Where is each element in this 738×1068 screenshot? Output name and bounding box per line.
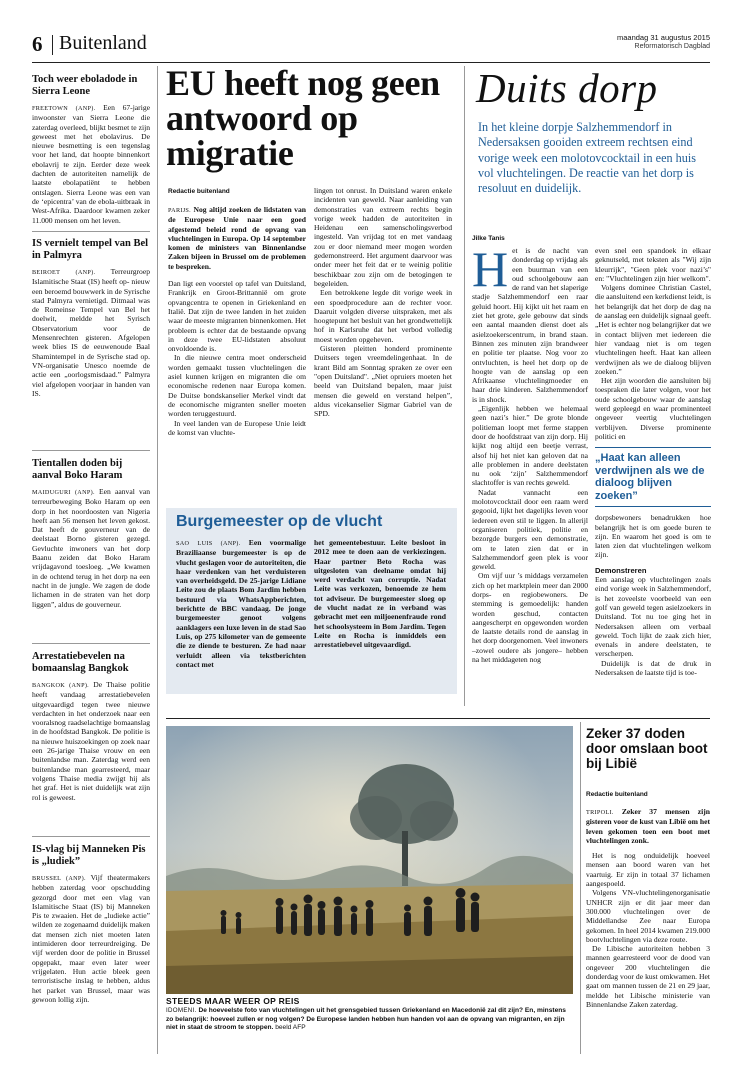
refugees-photo-illustration — [166, 726, 573, 994]
refugees-photo — [166, 726, 573, 994]
duits-dorp-paragraph: „Eigenlijk hebben we helemaal geen nazi’s hier.” De grote blonde politieman loopt met ferme stappen door de hoofdstraat van zijn dorp. Hij kijkt nog altijd een beetje verrast, alsof hij het niet kan geloven dat na alle problemen in andere deelstaten nu ook ‘zijn’ Salzhemmendorf slachtoffer is van rechts geweld. — [472, 404, 588, 488]
brief-headline: IS vernielt tempel van Bel in Palmyra — [32, 238, 149, 261]
libie-headline: Zeker 37 doden door omslaan boot bij Libië — [586, 726, 708, 771]
brief-divider — [32, 450, 150, 451]
duits-dorp-subhead: Demonstreren — [595, 565, 647, 575]
main-paragraph: In die nieuwe centra moet onderscheid worden gemaakt tussen vluchtelingen die asiel kunnen krijgen en migranten die om economische redenen naar Europa komen. De Duitse bondskanselier Merkel vindt dat de economische migranten sneller moeten worden teruggestuurd. — [168, 353, 306, 419]
duits-dorp-paragraph: Nadat vannacht een molotovcocktail door een raam werd gegooid, lijkt het dagelijks leven voor iedereen even stil te liggen. In allerijl organiseren politiek, politie en bezorgde burgers een demonstratie, om te laten zien dat er in Salzhemmendorf geen plek is voor geweld. — [472, 487, 588, 572]
pull-quote-text: „Haat kan alleen verdwijnen als we de dialoog blijven zoeken” — [595, 452, 705, 502]
column-divider — [580, 722, 581, 1054]
pull-quote — [595, 447, 711, 507]
brief-palmyra — [32, 238, 150, 398]
duits-dorp-headline: Duits dorp — [476, 65, 658, 111]
duits-dorp-column-1 — [472, 241, 589, 665]
brief-text: BRUSSEL (ANP). Vijf theatermakers hebben zaterdag voor opschudding gezorgd door met een vlag van Islamitische Staat (IS) bij Manneken Pis te zwaaien. Het de „ludieke actie” wilden ze zogenaamd duidelijk maken dat mensen zich niet moeten laten intimideren door terreurdreiging. De vijf werden door de politie in Brussel opgepakt, maar even later weer vrijgelaten. Hun actie bleek geen terroristische inslag te hebben, aldus het parket van Brussel, maar was gewoon lollig zijn. — [32, 873, 150, 1004]
section-rule — [166, 718, 710, 719]
column-divider — [157, 66, 158, 1054]
header-date: maandag 31 augustus 2015 — [617, 33, 710, 42]
page-header — [32, 30, 710, 64]
page-number: 6 — [32, 32, 43, 56]
brief-headline: Tientallen doden bij aanval Boko Haram — [32, 458, 123, 481]
header-paper: Reformatorisch Dagblad — [634, 43, 710, 50]
brief-text: BEIROET (ANP). Terreurgroep Islamitische Staat (IS) heeft op- nieuw een beroemd bouwwerk in de Syrische stad Palmyra vernietigd. Ditmaal was de Romeinse Tempel van Bel het doelwit, meldde het Syrisch Observatorium voor de Mensenrechten gisteren. Afgelopen week blies IS de eeuwenoude Baal Shamintempel in de Syrische stad op. VN-organisatie Unesco noemde de actie een „oorlogsmisdaad.” Palmyra viel afgelopen voorjaar in handen van IS. — [32, 267, 150, 398]
brief-text: FREETOWN (ANP). Een 67-jarige inwoonster van Sierra Leone die zaterdag overleed, blijkt besmet te zijn geweest met het ebolavirus. De nieuwe besmetting is een tegenslag voor het land, dat hoopte binnenkort ebolavrij te zijn. Eerder deze week dachten de autoriteiten namelijk de laatste ebolapatiënt te hebben ontslagen. Sierra Leone was een van de ‘epicentra’ van de ebola-uitbraak in West-Afrika. Daardoor kwamen zeker 11.000 mensen om het leven. — [32, 103, 150, 225]
brief-text: MAIDUGURI (ANP). Een aanval van terreurbeweging Boko Haram op een dorp in het noordoosten van Nigeria heeft aan 56 mensen het leven gekost. Dat heeft de gouverneur van de deelstaat Borno gisteren gezegd. Gevluchte inwoners van het dorp Baanu zeiden dat Boko Haram vrijdagavond toesloeg. „We kwamen in de ochtend terug in het dorp na een nacht in de jungle. We zagen de dode lichamen in de straten van het dorp liggen”, aldus de gouverneur. — [32, 487, 150, 609]
header-divider — [52, 35, 53, 55]
duits-dorp-paragraph: even snel een spandoek in elkaar geknutseld, met teksten als "Wij zijn kleurrijk", "Geen plek voor nazi’s" en: "Vluchtelingen zijn hier welkom". — [595, 246, 711, 283]
brief-divider — [32, 643, 150, 644]
main-column-1 — [168, 205, 306, 437]
duits-dorp-paragraph: Volgens dominee Christian Castel, die aansluitend een kerkdienst leidt, is het belangrijk dat het dorp de dag na de aanslag een duidelijk signaal geeft. „Het is echter nog belangrijker dat we in contact blijven met iedereen die hier vandaag niet is om tegen vluchtelingen heeft. Haat kan alleen verdwijnen als we de dialoog blijven zoeken.” — [595, 283, 711, 376]
libie-body — [586, 807, 710, 1009]
caption-title: STEEDS MAAR WEER OP REIS — [166, 996, 300, 1006]
main-paragraph: Dan ligt een voorstel op tafel van Duitsland, Frankrijk en Groot-Brittannië om grote opvangcentra te openen in Griekenland en Italië. Dat zijn de twee landen in het zuiden waar de meeste migranten binnenkomen. Het probleem is echter dat de bestaande opvang in deze twee EU-lidstaten absoluut onvoldoende is. — [168, 279, 306, 354]
main-byline: Redactie buitenland — [168, 188, 230, 195]
column-divider — [464, 66, 465, 706]
main-paragraph: Een betrokkene legde dit vorige week in een spoedprocedure aan de rechter voor. Daaruit volgden diverse uitspraken, met als hoogtepunt het besluit van het grondwettelijk hof in Karlsruhe dat het verbod volledig moest worden opgeheven. — [314, 288, 452, 344]
brief-ebola — [32, 74, 150, 225]
duits-dorp-column-2 — [595, 246, 711, 677]
main-lead: PARIJS. Nog altijd zoeken de lidstaten van de Europese Unie naar een goed afgestemd beleid rond de opvang van vluchtelingen in Europa. Op 14 september komen de ministers van Binnenlandse Zaken bijeen in Brussel om de problemen te bespreken. — [168, 205, 306, 271]
libie-byline: Redactie buitenland — [586, 791, 648, 798]
brief-divider — [32, 836, 150, 837]
brief-boko-haram — [32, 458, 150, 609]
brief-divider — [32, 231, 150, 232]
burgemeester-box — [166, 508, 457, 694]
photo-credit: beeld AFP — [275, 1024, 306, 1032]
brief-headline: IS-vlag bij Manneken Pis is „ludiek” — [32, 844, 146, 867]
brief-headline: Toch weer eboladode in Sierra Leone — [32, 74, 138, 97]
photo-caption — [166, 996, 574, 1033]
duits-dorp-paragraph: Het zijn woorden die aansluiten bij toespraken die later volgen, voor het oude schoolgebouw waar de aanslag werd gepleegd en waar prominenteel ongeveer veertig vluchtelingen verblijven. Diverse prominente politici en — [595, 376, 711, 441]
left-briefs-column — [32, 66, 150, 1056]
duits-dorp-intro: In het kleine dorpje Salzhemmendorf in Nedersaksen gooiden extreem rechtsen eind vorige week een molotovcocktail in een huis vol vluchtelingen. De reactie van het dorp is resoluut en duidelijk. — [478, 120, 696, 196]
duits-dorp-paragraph: Duidelijk is dat de druk in Nedersaksen de laatste tijd is toe- — [595, 658, 711, 677]
duits-dorp-paragraph: dorpsbewoners benadrukken hoe belangrijk het is om goede buren te zijn. En waarom het goed is om te laten zien dat vluchtelingen welkom zijn. — [595, 513, 711, 560]
libie-paragraph: De Libische autoriteiten hebben 3 mannen gearresteerd voor de dood van ongeveer 200 vluchtelingen die donderdag voor de kust omkwamen. Het gaat om mannen tussen de 21 en 29 jaar, meldde het Libische ministerie van Binnenlandse Zaken zaterdag. — [586, 944, 710, 1009]
burgemeester-headline: Burgemeester op de vlucht — [176, 513, 383, 530]
main-headline: EU heeft nog geen antwoord op migratie — [166, 63, 440, 173]
libie-paragraph: Volgens VN-vluchtelingenorganisatie UNHCR zijn er dit jaar meer dan 300.000 vluchtelingen over de Middellandse Zee naar Europa gekomen. In heel 2014 kwamen 219.000 bootvluchtelingen via deze route. — [586, 888, 710, 944]
main-paragraph: Gisteren pleitten honderd prominente Duitsers tegen vreemdelingenhaat. In de krant Bild am Sonntag spraken ze over een "open Duitsland". „Niet opruiers moeten het beeld van Duitsland bepalen, maar juist mensen die geweld en verstand helpen”, aldus vicekanselier Sigmar Gabriel van de SPD. — [314, 344, 452, 419]
duits-dorp-paragraph: Om vijf uur ’s middags verzamelen zich op het marktplein meer dan 2000 dorps- en regiobewoners. De stemming is gemoedelijk: handen worden geschud, contacten aangescherpt en opgewonden worden de laatste details rond de aanslag in het dorp doorgenomen. Veel inwoners –zowel oudere als jongere– hebben na het middageten nog — [472, 571, 588, 665]
caption-text: IDOMENI. De hoeveelste foto van vluchtelingen uit het grensgebied tussen Griekenland en Macedonië zal dit zijn? En, minstens zo belangrijk: hoeveel zullen er nog volgen? De Europese landen hebben hun handen vol aan de opvang van migranten, en zijn niet in staat de stroom te stoppen. beeld AFP — [166, 1007, 566, 1032]
main-paragraph: In veel landen van de Europese Unie leidt de komst van vluchte- — [168, 418, 306, 437]
main-paragraph: lingen tot onrust. In Duitsland waren enkele incidenten van geweld. Naar aanleiding van demonstraties van extreem rechts begin vorige week hadden de autoriteiten in Heidenau een samenscholingsverbod ingesteld. Van vrijdag tot en met vandaag zou er door niemand meer mogen worden gedemonstreerd. Het argument daarvoor was onder meer het feit dat er te weinig politie beschikbaar zou zijn om de betogingen te begeleiden. — [314, 186, 452, 288]
main-column-2 — [314, 186, 452, 418]
brief-manneken-pis — [32, 844, 150, 1004]
libie-lead: TRIPOLI. Zeker 37 mensen zijn gisteren voor de kust van Libië om het leven gekomen toen een boot met vluchtelingen zonk. — [586, 807, 710, 845]
burgemeester-column-1: SAO LUIS (ANP). Een voormalige Braziliaanse burgemeester is op de vlucht geslagen voor de autoriteiten, die haar verdenken van het verduisteren van overheidsgeld. De 25-jarige Lidiane Leite zou de plaats Bom Jardim hebben bestuurd via WhatsAppberichten, berichtte de BBC vandaag. De jonge burgemeester genoot volgens aanklagers een luxe leven in de stad Sao Luis, op 275 kilometer van de gemeente die ze diende te besturen. Ze had naar verluidt alleen via tekstberichten contact met — [176, 538, 306, 669]
dropcap: H — [472, 241, 509, 297]
brief-headline: Arrestatiebevelen na bomaanslag Bangkok — [32, 651, 129, 674]
brief-bangkok — [32, 651, 150, 802]
duits-dorp-paragraph: Een aanslag op vluchtelingen zoals eind vorige week in Salzhemmendorf, is het zoveelste voorbeeld van een golf van geweld tegen asielzoekers in Duitsland. Tot nu toe ging het in Nedersaksen alleen om verbaal geweld. Toch lijkt de zaak zich hier, evenals in andere deelstaten, te verscherpen. — [595, 575, 711, 659]
duits-dorp-opening: H et is de nacht van donderdag op vrijdag als een buurman van een oud schoolgebouw aan de rand van het slaperige stadje Salzhemmendorf een raar geluid hoort. Hij kijkt uit het raam en ziet het grote, gele gebouw dat sinds een aantal maanden dienst doet als asielzoekerscentrum, in brand staan. Binnen zes minuten zijn brandweer en politie ter plaatse. Nog voor zo ontvluchten, is heel het dorp op de hoogte van de aanslag op een Afrikaanse vluchtelingmoeder en haar drie kinderen. Salzhemmendorf is in shock. — [472, 241, 589, 404]
brief-text: BANGKOK (ANP). De Thaise politie heeft vandaag arrestatiebevelen uitgevaardigd tegen twee nieuwe verdachten in het onderzoek naar een vooralsnog raadselachtige bomaanslag in de hoofdstad Bangkok. De politie is na nieuwe huiszoekingen op zoek naar een 26-jarige Thaise vrouw en een buitenlandse man. Zaterdag werd een buitenlandse man gearresteerd, maar volgens Thaise media zwijgt hij als het graf. Het is niet duidelijk wat zijn rol is geweest. — [32, 680, 150, 802]
duits-dorp-byline: Jilke Tanis — [472, 235, 505, 242]
libie-paragraph: Het is nog onduidelijk hoeveel mensen aan boord waren van het vaartuig. Er zijn in totaal 37 lichamen aangespoeld. — [586, 851, 710, 889]
burgemeester-column-2: het gemeentebestuur. Leite besloot in 2012 mee te doen aan de verkiezingen. Haar partner Beto Rocha was uitgesloten van deelname omdat hij werd verdacht van corruptie. Nadat Leite was verkozen, benoemde ze hem tot adviseur. De burgemeester sloeg op de vlucht nadat ze in verband was gebracht met een miljoenenfraude rond het schoolsysteem in Bom Jardim. Tegen Leite en Rocha is inmiddels een arrestatiebevel uitgevaardigd. — [314, 538, 446, 650]
section-title: Buitenland — [59, 32, 147, 54]
